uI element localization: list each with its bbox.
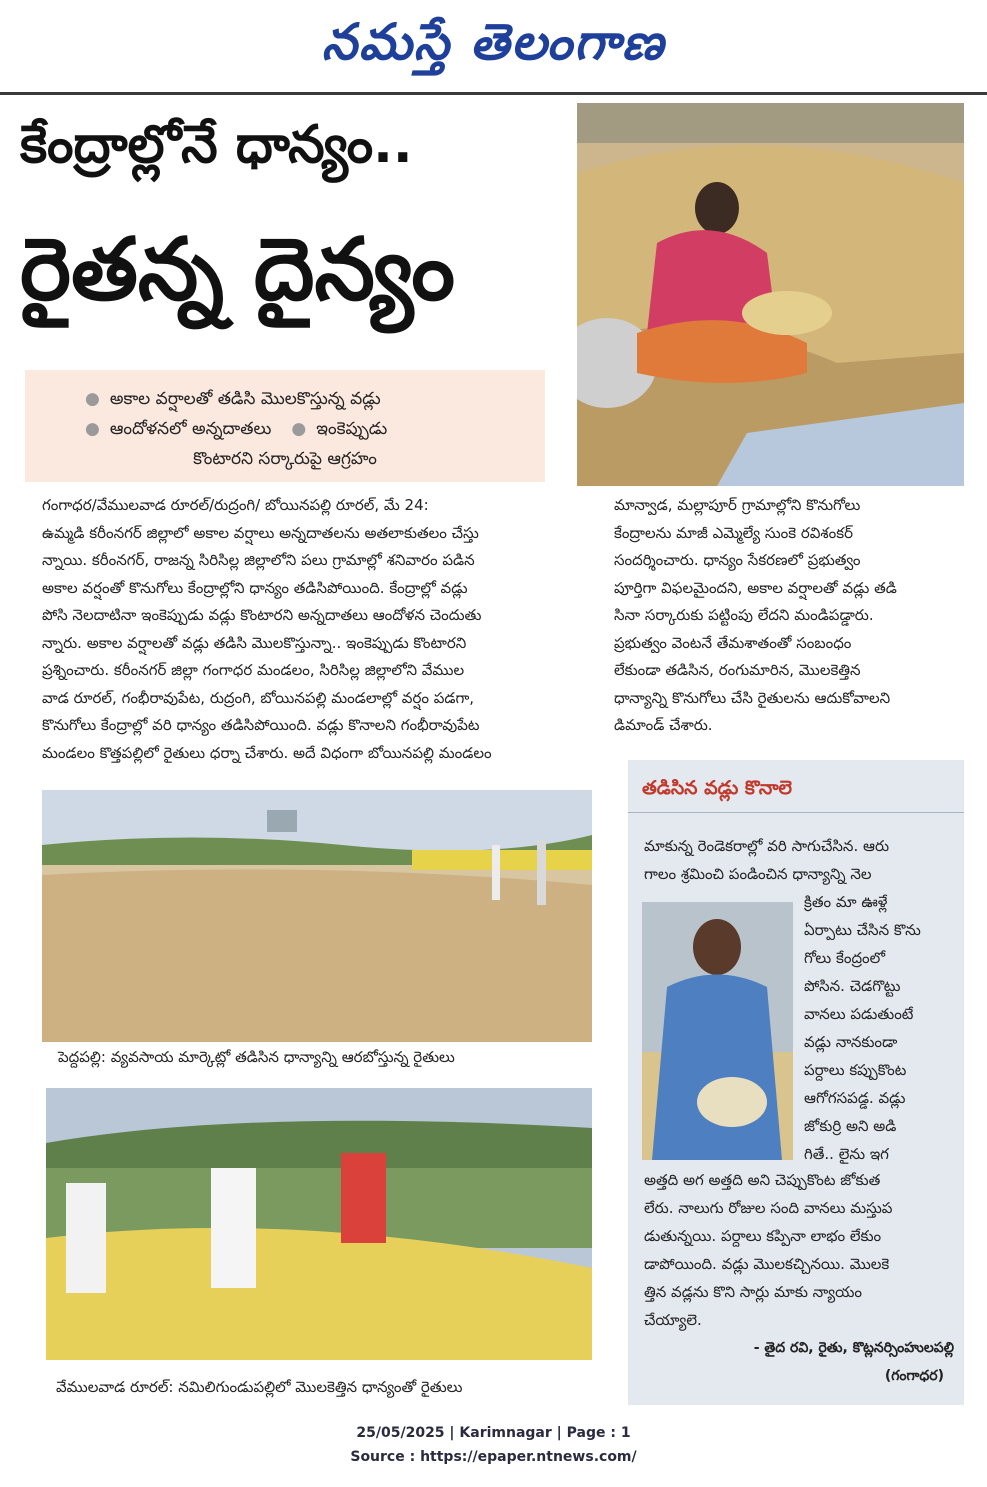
sidebar-text-narrow [804, 888, 959, 1168]
masthead-logo: నమస్తే తెలంగాణ [321, 12, 666, 71]
sidebar-line: చేయ్యాలె. [644, 1311, 702, 1329]
sidebar-line: ఆగోగసపడ్డ. వడ్లు [804, 1089, 906, 1107]
sidebar-line: మాకున్న రెండెకరాల్లో వరి సాగుచేసిన. ఆరు [644, 837, 890, 855]
article-line: ధాన్యాన్ని కొనుగోలు చేసి రైతులను ఆదుకోవాలని [614, 688, 891, 707]
article-line: మాన్వాడ, మల్లాపూర్ గ్రామాల్లోని కొనుగోలు [614, 496, 861, 514]
article-line: న్నాయి. కరీంనగర్, రాజన్న సిరిసిల్ల జిల్లాలోని పలు గ్రామాల్లో శనివారం పడిన [42, 551, 475, 569]
sidebar-line: వానలు పడుతుంటే [804, 1005, 914, 1023]
article-line: ఉమ్మడి కరీంనగర్ జిల్లాలో అకాల వర్షాలు అన్నదాతలను అతలాకుతలం చేస్తు [42, 523, 479, 542]
article-line: న్నారు. అకాల వర్షాలతో వడ్లు తడిసి మొలకొస్తున్నా.. ఇంకెప్పుడు కొంటారని [42, 633, 467, 652]
article-line: ప్రశ్నించారు. కరీంనగర్ జిల్లా గంగాధర మండలం, సిరిసిల్ల జిల్లాలోని వేముల [42, 661, 465, 679]
highlights-box [25, 370, 545, 482]
article-line: పూర్తిగా విఫలమైందని, అకాల వర్షాలతో వడ్లు తడి [614, 578, 897, 597]
highlight-row-3: కొంటారని సర్కారుపై ఆగ్రహం [193, 449, 377, 469]
sidebar-line: గితే.. లైను ఇగ [804, 1145, 889, 1163]
bullet-icon: ● [85, 419, 100, 439]
sidebar-divider [628, 812, 964, 813]
sidebar-line: పోసిన. చెడగొట్టు [804, 977, 901, 995]
highlight-point-2: ఆందోళనలో అన్నదాతలు [109, 419, 272, 439]
article-line: కేంద్రాలను మాజీ ఎమ్మెల్యే సుంకె రవిశంకర్ [614, 523, 853, 542]
article-line: లేకుండా తడిసిన, రంగుమారిన, మొలకెత్తిన [614, 661, 861, 679]
lead-photo [577, 103, 964, 486]
market-photo [42, 790, 592, 1042]
bullet-icon: ● [85, 389, 100, 409]
headline-line-2: రైతన్న దైన్యం [20, 220, 456, 320]
sidebar-line: ఏర్పాటు చేసిన కొను [804, 921, 921, 939]
article-line: గంగాధర/వేములవాడ రూరల్/రుద్రంగి/ బోయినపల్లి రూరల్, మే 24: [42, 496, 429, 514]
footer-date-edition: 25/05/2025 | Karimnagar | Page : 1 [356, 1425, 631, 1441]
sidebar-line: త్తిన వడ్లను కొని సార్లు మాకు న్యాయం [644, 1283, 863, 1301]
article-line: అకాల వర్షంతో కొనుగోలు కేంద్రాల్లోని ధాన్యం తడిసిపోయింది. కేంద్రాల్లో వడ్లు [42, 578, 468, 597]
sidebar-line: జోకుర్రి అని అడి [804, 1117, 897, 1135]
article-line: సందర్శించారు. ధాన్యం సేకరణలో ప్రభుత్వం [614, 551, 861, 569]
sidebar-line: వడ్లు నానకుండా [804, 1033, 898, 1051]
footer-source: Source : https://epaper.ntnews.com/ [350, 1449, 637, 1465]
article-line: పోసి నెలదాటినా ఇంకెప్పుడు వడ్లు కొంటారని అన్నదాతలు ఆందోళన చెందుతు [42, 606, 482, 624]
bullet-icon: ● [291, 419, 307, 439]
sidebar-line: అత్తది అగ అత్తది అని చెప్పుకొంట జోకుత [644, 1171, 881, 1189]
sidebar-line: గోలు కేంద్రంలో [804, 949, 886, 967]
sidebar-text-bottom [644, 1166, 954, 1334]
highlight-row-1 [45, 384, 525, 414]
highlight-point-1: అకాల వర్షాలతో తడిసి మొలకొస్తున్న వడ్లు [109, 389, 381, 409]
sidebar-line: గాలం శ్రమించి పండించిన ధాన్యాన్ని నెల [644, 865, 872, 883]
sidebar-line: క్రితం మా ఊళ్లే [804, 893, 888, 911]
headline-line-1: కేంద్రాల్లోనే ధాన్యం.. [20, 115, 413, 175]
article-line: ప్రభుత్వం వెంటనే తేమశాతంతో సంబంధం [614, 633, 852, 652]
article-column-2 [614, 492, 964, 740]
sidebar-attribution: - తైద రవి, రైతు, కొట్లనర్సింహులపల్లి [753, 1340, 954, 1356]
sidebar-text-top [644, 832, 954, 888]
sidebar-line: డాపోయింది. వడ్లు మొలకచ్చినయి. మొలకె [644, 1255, 890, 1273]
farmers-photo [46, 1088, 592, 1360]
highlight-row-2 [45, 414, 525, 444]
masthead-rule [0, 92, 987, 95]
highlight-point-3: ఇంకెప్పుడు [316, 419, 388, 439]
article-line: వాడ రూరల్, గంభీరావుపేట, రుద్రంగి, బోయినపల్లి మండలాల్లో వర్షం పడగా, [42, 688, 475, 707]
sidebar-line: లేరు. నాలుగు రోజుల సంది వానలు మస్తుప [644, 1199, 893, 1217]
article-line: డిమాండ్ చేశారు. [614, 716, 713, 734]
sidebar-title: తడిసిన వడ్లు కొనాలె [642, 777, 793, 799]
sidebar-line: పర్దాలు కప్పుకొంట [804, 1061, 907, 1079]
photo-caption-2: వేములవాడ రూరల్: నమిలిగుండుపల్లిలో మొలకెత్తిన ధాన్యంతో రైతులు [56, 1378, 463, 1396]
farmer-portrait [642, 902, 793, 1160]
article-column-1 [42, 492, 592, 767]
article-line: సినా సర్కారుకు పట్టింపు లేదని మండిపడ్డారు. [614, 606, 874, 624]
article-line: మండలం కొత్తపల్లిలో రైతులు ధర్నా చేశారు. అదే విధంగా బోయినపల్లి మండలం [42, 743, 492, 762]
photo-caption-1: పెద్దపల్లి: వ్యవసాయ మార్కెట్లో తడిసిన ధాన్యాన్ని ఆరబోస్తున్న రైతులు [58, 1048, 455, 1066]
article-line: కొనుగోలు కేంద్రాల్లో వరి ధాన్యం తడిసిపోయింది. వడ్లు కొనాలని గంభీరావుపేట [42, 716, 480, 734]
sidebar-line: డుతున్నయి. పర్దాలు కప్పినా లాభం లేకుం [644, 1227, 882, 1245]
sidebar-place: (గంగాధర) [884, 1368, 944, 1384]
